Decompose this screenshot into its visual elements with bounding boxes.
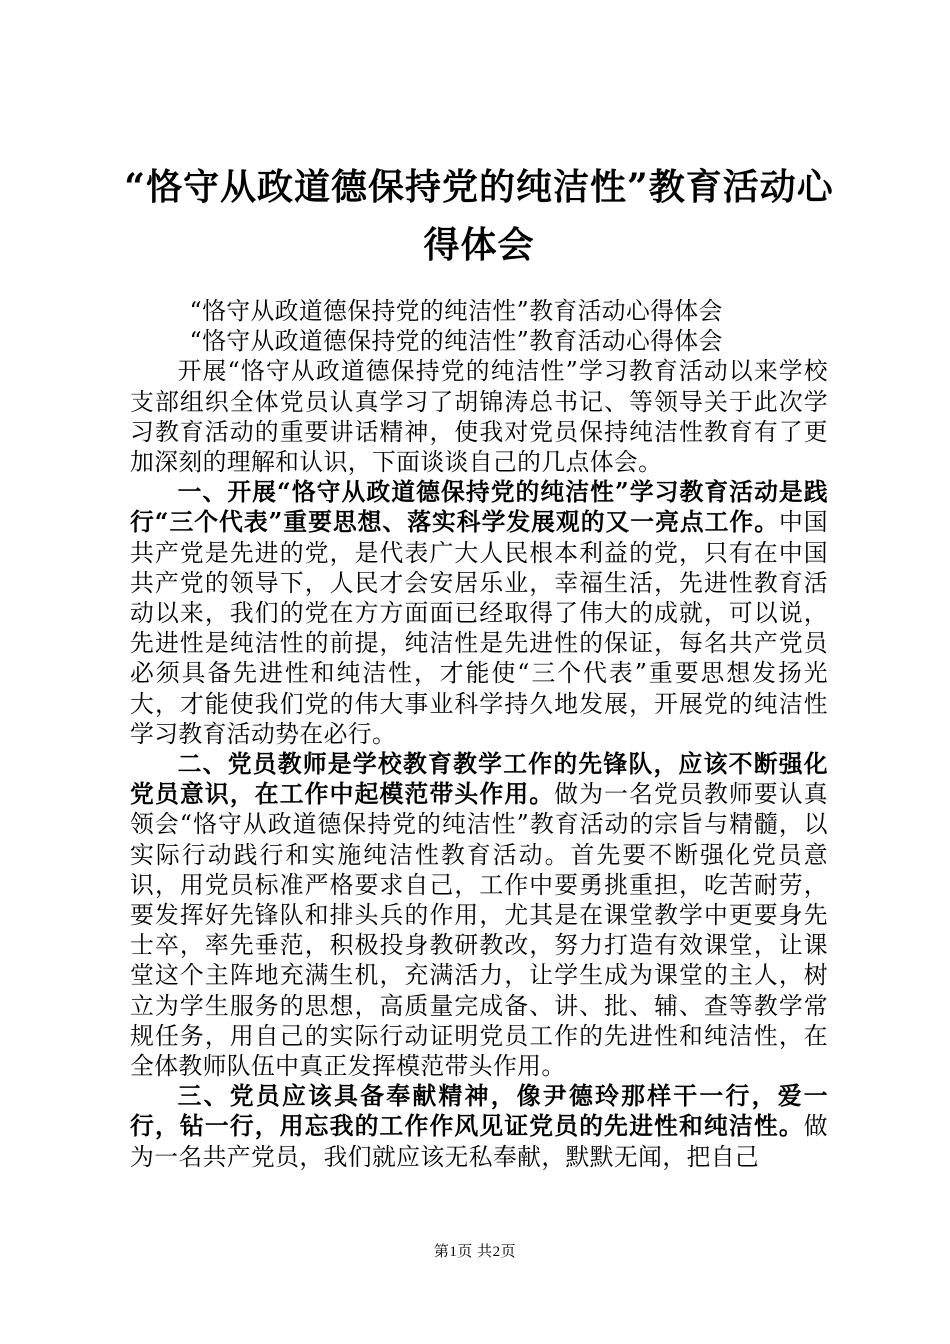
section-3-text: 做为一名共产党员，我们就应该无私奉献，默默无闻，把自己 [130,1112,828,1171]
section-3-heading: 三、党员应该具备奉献精神，像尹德玲那样干一行，爱一行，钻一行，用忘我的工作作风见证党员的先进性和纯洁性。 [130,1082,828,1141]
document-body [130,296,828,1172]
section-1-paragraph [130,477,828,749]
section-3-paragraph [130,1081,828,1172]
page-footer: 第1页 共2页 [433,1244,517,1260]
section-1-text: 中国共产党是先进的党，是代表广大人民根本利益的党，只有在中国共产党的领导下，人民才会安居乐业，幸福生活，先进性教育活动以来，我们的党在方方面面已经取得了伟大的成就，可以说，先进性是纯洁性的前提，纯洁性是先进性的保证，每名共产党员必须具备先进性和纯洁性，才能使“三个代表”重要思想发扬光大，才能使我们党的伟大事业科学持久地发展，开展党的纯洁性学习教育活动势在必行。 [130,508,828,748]
subtitle-line-1: “恪守从政道德保持党的纯洁性”教育活动心得体会 [189,297,723,325]
section-1-heading: 一、开展“恪守从政道德保持党的纯洁性”学习教育活动是践行“三个代表”重要思想、落实科学发展观的又一亮点工作。 [130,478,828,537]
intro-paragraph: 开展“恪守从政道德保持党的纯洁性”学习教育活动以来学校支部组织全体党员认真学习了胡锦涛总书记、等领导关于此次学习教育活动的重要讲话精神，使我对党员保持纯洁性教育有了更加深刻的理解和认识，下面谈谈自己的几点体会。 [130,357,828,477]
subtitle-line-2: “恪守从政道德保持党的纯洁性”教育活动心得体会 [189,327,723,356]
section-2-heading: 二、党员教师是学校教育教学工作的先锋队，应该不断强化党员意识，在工作中起模范带头作用。 [130,750,828,809]
document-page [124,0,834,1344]
section-2-paragraph [130,749,828,1081]
section-2-text: 做为一名党员教师要认真领会“恪守从政道德保持党的纯洁性”教育活动的宗旨与精髓，以实际行动践行和实施纯洁性教育活动。首先要不断强化党员意识，用党员标准严格要求自己，工作中要勇挑重担，吃苦耐劳，要发挥好先锋队和排头兵的作用，尤其是在课堂教学中更要身先士卒，率先垂范，积极投身教研教改，努力打造有效课堂，让课堂这个主阵地充满生机，充满活力，让学生成为课堂的主人，树立为学生服务的思想，高质量完成备、讲、批、辅、查等教学常规任务，用自己的实际行动证明党员工作的先进性和纯洁性，在全体教师队伍中真正发挥模范带头作用。 [130,780,828,1081]
document-title: “恪守从政道德保持党的纯洁性”教育活动心得体会 [124,166,834,266]
